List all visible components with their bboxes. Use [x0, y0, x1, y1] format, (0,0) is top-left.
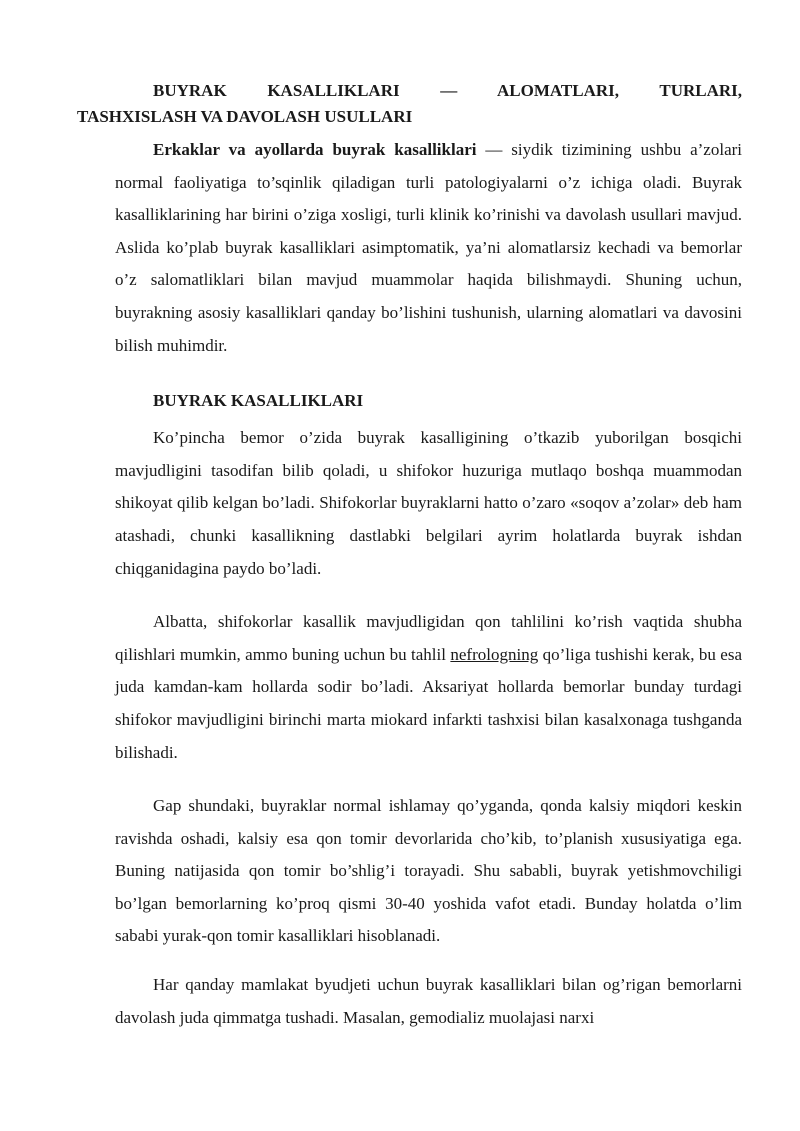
document-title-line2: TASHXISLASH VA DAVOLASH USULLARI	[77, 107, 413, 126]
paragraph-4: Har qanday mamlakat byudjeti uchun buyrak kasalliklari bilan og’rigan bemorlarni davolash juda qimmatga tushadi. Masalan, gemodializ muolajasi narxi	[115, 975, 742, 1027]
paragraph-3: Gap shundaki, buyraklar normal ishlamay qo’yganda, qonda kalsiy miqdori keskin ravishda oshadi, kalsiy esa qon tomir devorlarida cho’kib, to’planish xususiyatiga ega. Buning natijasida qon tomir bo’shlig’i torayadi. Shu sababli, buyrak yetishmovchiligi bo’lgan bemorlarning ko’proq qismi 30-40 yoshida vafot etadi. Bunday holatda o’lim sababi yurak-qon tomir kasalliklari hisoblanadi.	[115, 796, 742, 946]
section-heading: BUYRAK KASALLIKLARI	[153, 391, 364, 411]
paragraph-2	[115, 606, 742, 769]
paragraph-1: Ko’pincha bemor o’zida buyrak kasalligining o’tkazib yuborilgan bosqichi mavjudligini tasodifan bilib qoladi, u shifokor huzuriga mutlaqo boshqa muammodan shikoyat qilib kelgan bo’ladi. Shifokorlar buyraklarni hatto o’zaro «soqov a’zolar» deb ham atashadi, chunki kasallikning dastlabki belgilari ayrim holatlarda buyrak ishdan chiqganidagina paydo bo’ladi.	[115, 428, 742, 578]
intro-paragraph	[115, 134, 742, 362]
paragraph-2-before-link: Albatta, shifokorlar kasallik mavjudligidan qon tahlilini ko’rish vaqtida shubha qilishlari mumkin, ammo buning uchun bu tahlil	[115, 612, 742, 664]
intro-lead-bold: Erkaklar va ayollarda buyrak kasalliklari	[153, 140, 477, 159]
document-title-line1: BUYRAK KASALLIKLARI — ALOMATLARI, TURLARI,	[153, 81, 742, 100]
document-title	[77, 78, 742, 130]
document-page	[77, 78, 743, 1034]
intro-text: — siydik tizimining ushbu a’zolari normal faoliyatiga to’sqinlik qiladigan turli patologiyalarni o’z ichiga oladi. Buyrak kasalliklarining har birini o’ziga xosligi, turli klinik ko’rinishi va davolash usullari mavjud. Aslida ko’plab buyrak kasalliklari asimptomatik, ya’ni alomatlarsiz kechadi va bemorlar o’z salomatliklari bilan mavjud muammolar haqida bilishmaydi. Shuning uchun, buyrakning asosiy kasalliklari qanday bo’lishini tushunish, ularning alomatlari va davosini bilish muhimdir.	[115, 140, 743, 355]
nefrolog-link[interactable]: nefrologning	[450, 644, 539, 664]
paragraph-2-after-link: qo’liga tushishi kerak, bu esa juda kamdan-kam hollarda sodir bo’ladi. Aksariyat hollarda bemorlar bunday turdagi shifokor mavjudligini birinchi marta miokard infarkti tashxisi bilan kasalxonaga tushganda bilishadi.	[115, 644, 742, 762]
